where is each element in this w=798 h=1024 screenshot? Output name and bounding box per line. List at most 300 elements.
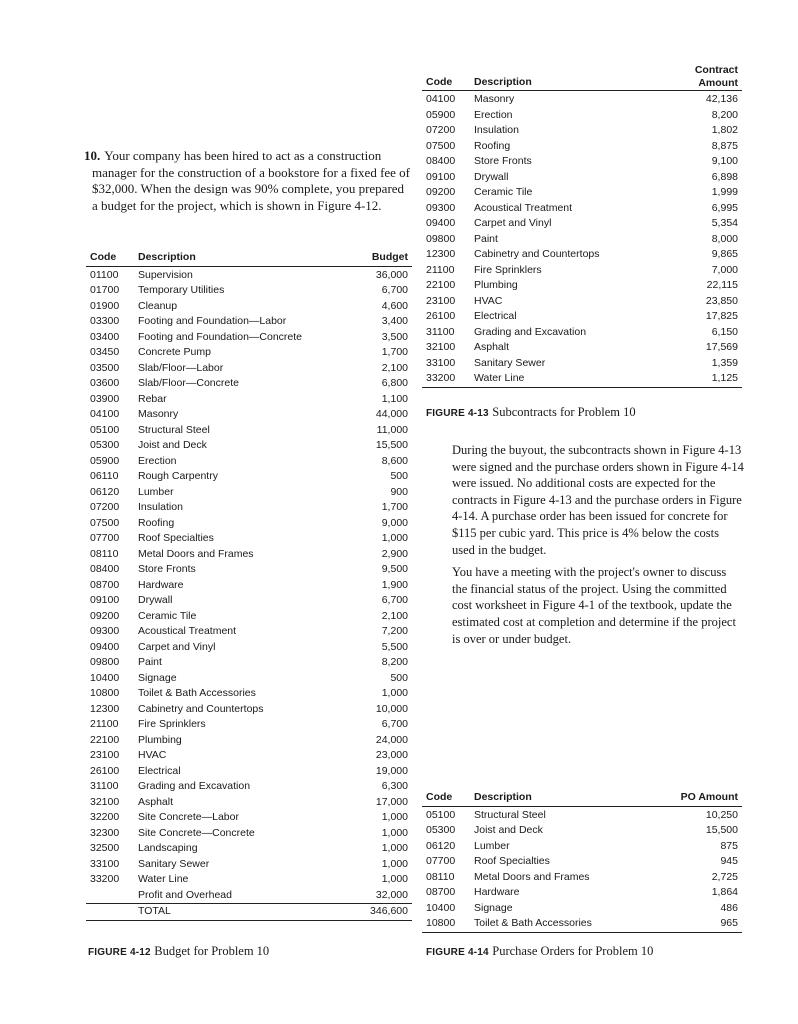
cell-description: Asphalt: [138, 795, 174, 808]
figure-4-12-text: Budget for Problem 10: [154, 944, 270, 958]
cell-description: Concrete Pump: [138, 346, 211, 358]
cell-code: 09300: [426, 201, 456, 214]
cell-code: 07700: [426, 855, 456, 867]
cell-description: Grading and Excavation: [138, 780, 251, 792]
cell-amount: 11,000: [376, 423, 408, 436]
cell-code: 22100: [90, 733, 120, 746]
subcontract-row: [422, 356, 742, 372]
budget-row: [86, 671, 412, 687]
subcontract-row: [422, 325, 742, 341]
cell-amount: 486: [720, 901, 738, 914]
cell-amount: 8,000: [711, 232, 738, 245]
figure-4-13-label: FIGURE 4-13: [426, 408, 489, 419]
cell-description: Temporary Utilities: [138, 284, 225, 296]
cell-code: 32300: [90, 826, 120, 839]
cell-code: 09100: [426, 170, 456, 183]
budget-row: [86, 655, 412, 671]
cell-amount: 965: [644, 916, 742, 932]
cell-description: Masonry: [474, 93, 515, 105]
cell-amount: 9,000: [381, 516, 408, 529]
subcontracts-header-code: Code: [422, 64, 470, 91]
cell-description: Metal Doors and Frames: [138, 547, 254, 560]
cell-amount: 6,150: [711, 325, 738, 338]
cell-description: Fire Sprinklers: [138, 718, 206, 730]
cell-description: Slab/Floor—Concrete: [138, 377, 239, 389]
subcontract-row: [422, 309, 742, 325]
budget-row: [86, 748, 412, 764]
subcontracts-header-description: Description: [470, 64, 654, 91]
subcontract-row: [422, 201, 742, 217]
cell-amount: 6,800: [381, 377, 408, 389]
budget-row: [86, 888, 412, 904]
cell-description: Fire Sprinklers: [474, 263, 542, 276]
cell-code: 23100: [90, 749, 120, 761]
budget-row: [86, 392, 412, 408]
cell-amount: 5,500: [381, 640, 408, 653]
budget-row: [86, 578, 412, 594]
subcontracts-header-row: [422, 64, 742, 91]
cell-amount: 1,802: [711, 124, 738, 136]
cell-amount: 346,600: [344, 904, 412, 921]
cell-description: Profit and Overhead: [134, 888, 344, 904]
cell-amount: 1,000: [381, 811, 408, 823]
cell-amount: 8,875: [711, 139, 738, 152]
cell-description: Cabinetry and Countertops: [138, 702, 264, 715]
cell-amount: 1,125: [654, 371, 742, 387]
cell-code: 12300: [90, 702, 120, 715]
cell-code: 05100: [90, 423, 120, 436]
cell-code: 07500: [90, 516, 120, 529]
narrative: [452, 442, 744, 653]
cell-description: Slab/Floor—Labor: [138, 361, 224, 374]
cell-description: Carpet and Vinyl: [138, 640, 216, 653]
budget-row: [86, 547, 412, 563]
cell-description: Cleanup: [138, 299, 178, 312]
cell-amount: 3,400: [381, 315, 408, 327]
cell-amount: 2,100: [381, 361, 408, 374]
budget-row: [86, 702, 412, 718]
budget-row: [86, 826, 412, 842]
cell-amount: 1,700: [381, 346, 408, 358]
cell-amount: 8,600: [381, 454, 408, 467]
cell-amount: 500: [390, 470, 408, 482]
figure-4-14-caption: [426, 944, 653, 959]
cell-amount: 10,000: [375, 702, 408, 715]
po-header-amount: PO Amount: [644, 790, 742, 806]
figure-4-12-label: FIGURE 4-12: [88, 947, 151, 958]
budget-row: [86, 299, 412, 315]
cell-amount: 1,999: [711, 186, 738, 198]
cell-amount: 1,864: [711, 886, 738, 898]
narrative-paragraph-1: During the buyout, the subcontracts shown in Figure 4-13 were signed and the purchase orders shown in Figure 4-14 were issued. No additional costs are expected for the contracts in Figure 4-13 and the purchase orders in Figure 4-14. A purchase order has been issued for concrete for $115 per cubic yard. This price is 4% below the costs used in the budget.: [452, 443, 744, 557]
cell-amount: 15,500: [375, 439, 408, 451]
cell-amount: 2,900: [381, 547, 408, 560]
cell-description: Electrical: [138, 764, 181, 777]
cell-code: 31100: [90, 780, 119, 792]
cell-code: 03400: [90, 330, 120, 343]
cell-amount: 24,000: [375, 733, 408, 746]
cell-code: 06120: [426, 839, 456, 852]
cell-description: Lumber: [474, 839, 510, 852]
cell-amount: 875: [720, 839, 738, 852]
cell-code: 06120: [90, 485, 120, 498]
budget-header-code: Code: [86, 250, 134, 266]
cell-code: 05300: [426, 824, 456, 836]
budget-row: [86, 733, 412, 749]
budget-row: [86, 609, 412, 625]
po-row: [422, 870, 742, 886]
cell-code: 32500: [90, 842, 120, 854]
subcontract-row: [422, 340, 742, 356]
budget-row: [86, 485, 412, 501]
cell-description: Site Concrete—Concrete: [138, 826, 255, 839]
cell-code: 03300: [90, 315, 120, 327]
cell-code: 03500: [90, 361, 120, 374]
problem-number: 10.: [84, 148, 101, 163]
cell-code: 33100: [426, 356, 456, 369]
cell-amount: 7,000: [711, 263, 738, 276]
budget-row: [86, 841, 412, 857]
cell-description: Rough Carpentry: [138, 470, 218, 482]
figure-4-13-text: Subcontracts for Problem 10: [492, 405, 636, 419]
subcontracts-header-amount: [654, 64, 742, 91]
subcontract-row: [422, 185, 742, 201]
cell-description: Water Line: [470, 371, 654, 387]
cell-amount: 23,850: [705, 294, 738, 307]
cell-description: Site Concrete—Labor: [138, 811, 239, 823]
cell-amount: 7,200: [381, 625, 408, 637]
cell-description: Paint: [474, 232, 498, 245]
cell-code: 07200: [426, 124, 456, 136]
cell-amount: 32,000: [344, 888, 412, 904]
cell-amount: 17,825: [705, 310, 738, 322]
cell-code: 01900: [90, 299, 120, 312]
cell-code: 06110: [90, 470, 119, 482]
cell-description: Drywall: [138, 594, 173, 606]
cell-code: 07700: [90, 532, 120, 544]
budget-header-description: Description: [134, 250, 344, 266]
budget-row: [86, 904, 412, 921]
cell-description: Drywall: [474, 170, 509, 183]
cell-description: Asphalt: [474, 341, 510, 353]
cell-amount: 9,865: [711, 248, 738, 260]
subcontract-row: [422, 278, 742, 294]
cell-description: Sanitary Sewer: [474, 356, 546, 369]
cell-amount: 1,000: [381, 687, 408, 699]
cell-code: 10800: [90, 687, 120, 699]
budget-row: [86, 345, 412, 361]
budget-row: [86, 500, 412, 516]
cell-amount: 1,100: [381, 392, 408, 405]
purchase-orders-table: [422, 790, 742, 933]
cell-amount: 9,500: [381, 563, 408, 575]
budget-row: [86, 857, 412, 873]
cell-description: Joist and Deck: [474, 824, 543, 836]
cell-code: 01700: [90, 284, 120, 296]
cell-description: HVAC: [138, 749, 167, 761]
cell-code: 26100: [90, 764, 120, 777]
po-row: [422, 839, 742, 855]
cell-code: 32100: [426, 341, 456, 353]
cell-code: 03900: [90, 392, 120, 405]
cell-description: Structural Steel: [474, 808, 546, 821]
cell-code: 08110: [426, 870, 455, 883]
cell-code: 33200: [90, 873, 120, 885]
budget-row: [86, 314, 412, 330]
cell-description: Cabinetry and Countertops: [474, 248, 600, 260]
cell-amount: 6,995: [711, 201, 738, 214]
budget-row: [86, 872, 412, 888]
po-row: [422, 885, 742, 901]
cell-description: Paint: [138, 656, 162, 668]
po-header-description: Description: [470, 790, 644, 806]
cell-amount: 1,000: [381, 826, 408, 839]
subcontracts-header-amount-line2: Amount: [698, 77, 738, 89]
cell-description: Footing and Foundation—Labor: [138, 315, 287, 327]
cell-description: Electrical: [474, 310, 517, 322]
cell-amount: 1,000: [381, 842, 408, 854]
cell-amount: 1,359: [711, 356, 738, 369]
cell-amount: 2,725: [711, 870, 738, 883]
cell-description: Signage: [474, 901, 513, 914]
cell-amount: 6,300: [381, 780, 408, 792]
budget-row: [86, 779, 412, 795]
cell-description: Store Fronts: [474, 155, 532, 167]
budget-row: [86, 764, 412, 780]
po-body: [422, 806, 742, 932]
subcontract-row: [422, 263, 742, 279]
po-row: [422, 916, 742, 932]
subcontract-row: [422, 139, 742, 155]
cell-description: Plumbing: [138, 733, 182, 746]
cell-amount: 900: [390, 485, 408, 498]
po-row: [422, 901, 742, 917]
cell-code: 01100: [90, 268, 119, 281]
budget-row: [86, 330, 412, 346]
cell-description: Masonry: [138, 408, 179, 420]
cell-code: 05100: [426, 808, 456, 821]
cell-description: HVAC: [474, 294, 503, 307]
budget-header-row: [86, 250, 412, 266]
cell-code: 12300: [426, 248, 456, 260]
cell-description: Toilet & Bath Accessories: [470, 916, 644, 932]
cell-code: 09200: [426, 186, 456, 198]
cell-amount: 6,700: [381, 718, 408, 730]
budget-row: [86, 469, 412, 485]
budget-row: [86, 593, 412, 609]
cell-code: 05300: [90, 439, 120, 451]
cell-description: Metal Doors and Frames: [474, 870, 590, 883]
cell-code: 05900: [90, 454, 120, 467]
budget-row: [86, 717, 412, 733]
budget-row: [86, 361, 412, 377]
cell-code: 09800: [426, 232, 456, 245]
budget-row: [86, 266, 412, 283]
cell-description: Water Line: [138, 873, 189, 885]
cell-description: Insulation: [474, 124, 519, 136]
cell-code: 31100: [426, 325, 455, 338]
cell-code: 10400: [426, 901, 456, 914]
cell-amount: 17,569: [705, 341, 738, 353]
cell-amount: 500: [390, 671, 408, 684]
cell-description: Rebar: [138, 392, 167, 405]
cell-description: Insulation: [138, 501, 183, 513]
budget-row: [86, 423, 412, 439]
cell-amount: 8,200: [711, 108, 738, 121]
cell-description: Acoustical Treatment: [138, 625, 237, 637]
subcontract-row: [422, 91, 742, 108]
subcontracts-table: [422, 64, 742, 388]
budget-row: [86, 562, 412, 578]
cell-code: 09100: [90, 594, 120, 606]
subcontracts-body: [422, 91, 742, 388]
po-header-code: Code: [422, 790, 470, 806]
cell-amount: 10,250: [705, 808, 738, 821]
cell-code: 09400: [90, 640, 120, 653]
cell-description: Roof Specialties: [138, 532, 214, 544]
cell-amount: 42,136: [705, 93, 738, 105]
cell-description: Plumbing: [474, 279, 518, 291]
cell-description: Hardware: [138, 578, 184, 591]
budget-row: [86, 376, 412, 392]
subcontract-row: [422, 123, 742, 139]
budget-row: [86, 283, 412, 299]
subcontract-row: [422, 216, 742, 232]
cell-code: 10800: [422, 916, 470, 932]
subcontract-row: [422, 371, 742, 387]
cell-amount: 6,898: [711, 170, 738, 183]
cell-amount: 3,500: [381, 330, 408, 343]
figure-4-13-caption: [426, 405, 636, 420]
cell-amount: 1,900: [381, 578, 408, 591]
cell-amount: 36,000: [375, 268, 408, 281]
cell-code: [86, 904, 134, 921]
cell-code: 03600: [90, 377, 120, 389]
cell-amount: 4,600: [381, 299, 408, 312]
figure-4-12-caption: [88, 944, 269, 959]
cell-description: Lumber: [138, 485, 174, 498]
budget-row: [86, 795, 412, 811]
budget-row: [86, 810, 412, 826]
cell-code: 32100: [90, 795, 120, 808]
cell-code: 09300: [90, 625, 120, 637]
cell-code: 07200: [90, 501, 120, 513]
cell-code: 21100: [90, 718, 119, 730]
cell-code: 08110: [90, 547, 119, 560]
cell-code: 22100: [426, 279, 456, 291]
cell-amount: 17,000: [375, 795, 408, 808]
cell-amount: 22,115: [706, 279, 738, 291]
cell-code: 33200: [422, 371, 470, 387]
cell-description: Landscaping: [138, 842, 198, 854]
subcontract-row: [422, 247, 742, 263]
budget-row: [86, 624, 412, 640]
cell-description: Hardware: [474, 886, 520, 898]
cell-description: Footing and Foundation—Concrete: [138, 330, 303, 343]
budget-body: [86, 266, 412, 920]
budget-row: [86, 640, 412, 656]
cell-amount: 19,000: [375, 764, 408, 777]
subcontract-row: [422, 154, 742, 170]
cell-description: Joist and Deck: [138, 439, 207, 451]
po-row: [422, 854, 742, 870]
cell-amount: 6,700: [381, 594, 408, 606]
cell-amount: 2,100: [381, 609, 408, 622]
cell-code: 08400: [426, 155, 456, 167]
figure-4-14-text: Purchase Orders for Problem 10: [492, 944, 654, 958]
cell-description: Signage: [138, 671, 177, 684]
problem-text: Your company has been hired to act as a construction manager for the construction of a bookstore for a fixed fee of $32,000. When the design was 90% complete, you prepared a budget for the project, which is shown in Figure 4-12.: [92, 148, 411, 213]
cell-code: 10400: [90, 671, 120, 684]
narrative-paragraph-2: You have a meeting with the project's owner to discuss the financial status of the project. Using the committed cost worksheet in Figure 4-1 of the textbook, update the estimated cost at completion and determine if the project is over or under budget.: [452, 565, 736, 646]
cell-description: Roofing: [138, 516, 175, 529]
cell-description: TOTAL: [134, 904, 344, 921]
cell-code: 08700: [426, 886, 456, 898]
subcontracts-header-amount-line1: Contract: [694, 64, 738, 76]
cell-description: Sanitary Sewer: [138, 857, 210, 870]
cell-amount: 6,700: [381, 284, 408, 296]
subcontract-row: [422, 294, 742, 310]
budget-row: [86, 407, 412, 423]
cell-amount: 945: [720, 855, 738, 867]
cell-amount: 1,000: [381, 532, 408, 544]
cell-amount: 8,200: [381, 656, 408, 668]
cell-amount: 1,700: [381, 501, 408, 513]
cell-code: 32200: [90, 811, 120, 823]
cell-code: 09800: [90, 656, 120, 668]
cell-code: 04100: [426, 93, 456, 105]
cell-description: Carpet and Vinyl: [474, 217, 552, 229]
cell-description: Ceramic Tile: [474, 186, 533, 198]
cell-code: [86, 888, 134, 904]
subcontract-row: [422, 232, 742, 248]
cell-code: 04100: [90, 408, 120, 420]
budget-table: [86, 250, 412, 921]
cell-description: Erection: [474, 108, 513, 121]
cell-amount: 5,354: [711, 217, 738, 229]
cell-description: Roofing: [474, 139, 511, 152]
cell-description: Acoustical Treatment: [474, 201, 573, 214]
cell-code: 07500: [426, 139, 456, 152]
cell-description: Erection: [138, 454, 177, 467]
cell-amount: 44,000: [375, 408, 408, 420]
cell-description: Toilet & Bath Accessories: [138, 687, 256, 699]
cell-amount: 1,000: [381, 857, 408, 870]
cell-code: 08700: [90, 578, 120, 591]
cell-amount: 15,500: [705, 824, 738, 836]
subcontract-row: [422, 170, 742, 186]
budget-row: [86, 438, 412, 454]
cell-code: 26100: [426, 310, 456, 322]
cell-description: Ceramic Tile: [138, 609, 197, 622]
cell-code: 33100: [90, 857, 120, 870]
cell-description: Store Fronts: [138, 563, 196, 575]
cell-amount: 23,000: [375, 749, 408, 761]
cell-amount: 1,000: [381, 873, 408, 885]
cell-description: Structural Steel: [138, 423, 210, 436]
cell-code: 09200: [90, 609, 120, 622]
cell-code: 03450: [90, 346, 120, 358]
budget-header-amount: Budget: [344, 250, 412, 266]
cell-description: Roof Specialties: [474, 855, 550, 867]
figure-4-14-label: FIGURE 4-14: [426, 947, 489, 958]
cell-code: 23100: [426, 294, 456, 307]
po-row: [422, 806, 742, 823]
problem-statement: [84, 148, 411, 214]
cell-code: 21100: [426, 263, 455, 276]
cell-description: Grading and Excavation: [474, 325, 587, 338]
budget-row: [86, 516, 412, 532]
